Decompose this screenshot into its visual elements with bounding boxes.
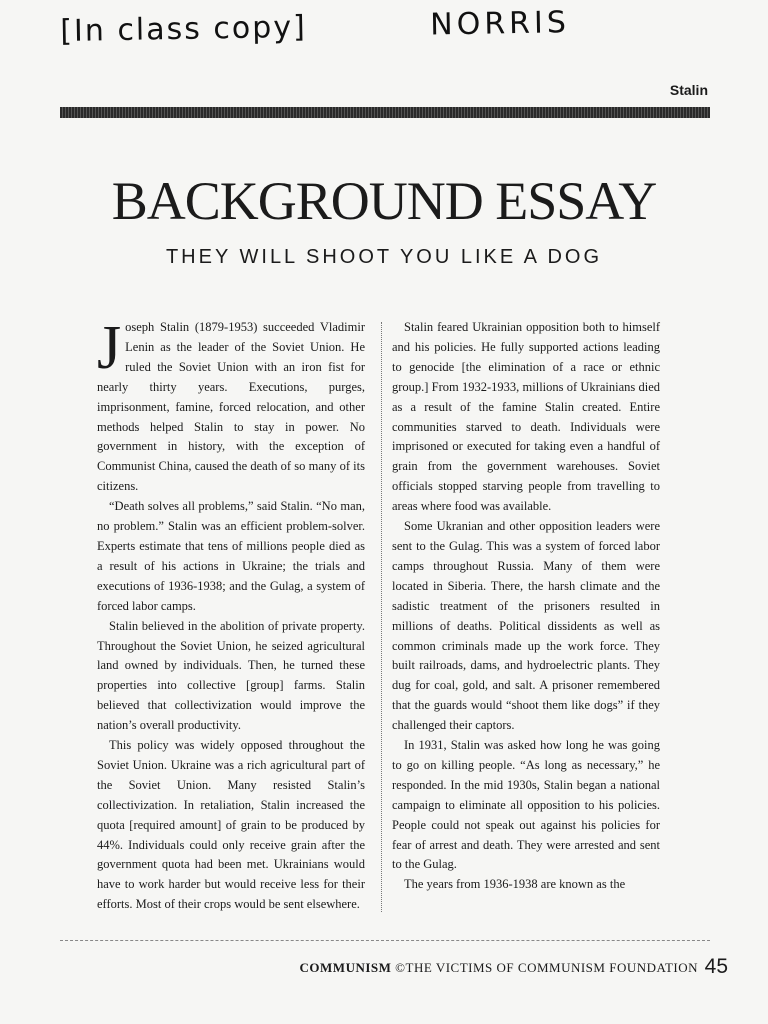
header-rule [60, 107, 710, 118]
paragraph: The years from 1936-1938 are known as the [404, 877, 626, 892]
paragraph: “Death solves all problems,” said Stalin. “No man, no problem.” Stalin was an efficient problem-solver. Experts estimate that tens of millions people died as a result of his actions in Ukraine; the trials and executions of 1936-1938; and the Gulag, a system of forced labor camps. [97, 499, 365, 613]
footer-rule [60, 940, 710, 941]
column-divider [381, 322, 382, 912]
handwritten-name: NORRIS [429, 5, 571, 43]
right-column [392, 318, 660, 895]
section-subject: Stalin [669, 82, 708, 98]
paragraph: This policy was widely opposed throughout the Soviet Union. Ukraine was a rich agricultural part of the Soviet Union. Many resisted Stalin’s collectivization. In retaliation, Stalin increased the quota [required amount] of grain to be produced by 44%. Individuals could only receive grain after the government quota had been met. Ukrainians would have to work harder but would receive less for their efforts. Most of their crops would be sent elsewhere. [97, 738, 365, 912]
paragraph: In 1931, Stalin was asked how long he was going to go on killing people. “As long as necessary,” he responded. In the mid 1930s, Stalin began a national campaign to eliminate all opposition to his policies. People could not speak out against his policies for fear of arrest and death. They were arrested and sent to the Gulag. [392, 738, 660, 872]
paragraph: Stalin feared Ukrainian opposition both to himself and his policies. He fully supported actions leading to genocide [the elimination of a race or ethnic group.] From 1932-1933, millions of Ukrainians died as a result of the famine Stalin created. Entire communities starved to death. Individuals were imprisoned or executed for taking even a handful of grain from the government warehouses. Soviet officials stopped starving people from travelling to areas where food was available. [392, 320, 660, 514]
page-number: 45 [704, 955, 728, 978]
footer-brand: COMMUNISM [299, 960, 392, 975]
handwritten-note: [In class copy] [60, 9, 308, 49]
footer-credit-text: ©THE VICTIMS OF COMMUNISM FOUNDATION [391, 960, 698, 975]
paragraph: Joseph Stalin (1879-1953) succeeded Vladimir Lenin as the leader of the Soviet Union. He ruled the Soviet Union with an iron fist for nearly thirty years. Executions, purges, imprisonment, famine, forced relocation, and other methods helped Stalin to stay in power. No government in history, with the exception of Communist China, caused the death of so many of its citizens. [97, 314, 365, 494]
page-subtitle: THEY WILL SHOOT YOU LIKE A DOG [165, 246, 603, 268]
footer-credit [300, 960, 698, 976]
left-column [97, 314, 365, 915]
paragraph: Stalin believed in the abolition of private property. Throughout the Soviet Union, he seized agricultural land owned by individuals. Then, he turned these properties into collective [group] farms. Stalin believed that collectivization would improve the nation’s overall productivity. [97, 618, 365, 733]
page-title: BACKGROUND ESSAY [111, 171, 657, 231]
paragraph: Some Ukranian and other opposition leaders were sent to the Gulag. This was a system of forced labor camps throughout Russia. Many of them were located in Siberia. There, the harsh climate and the sadistic treatment of the prisoners resulted in millions of deaths. Political dissidents as well as common criminals made up the work force. They built railroads, dams, and hydroelectric plants. They dug for coal, gold, and salt. A prisoner remembered that the guards would “shoot them like dogs” if they challenged their captors. [392, 519, 660, 733]
drop-cap: J [97, 314, 122, 382]
